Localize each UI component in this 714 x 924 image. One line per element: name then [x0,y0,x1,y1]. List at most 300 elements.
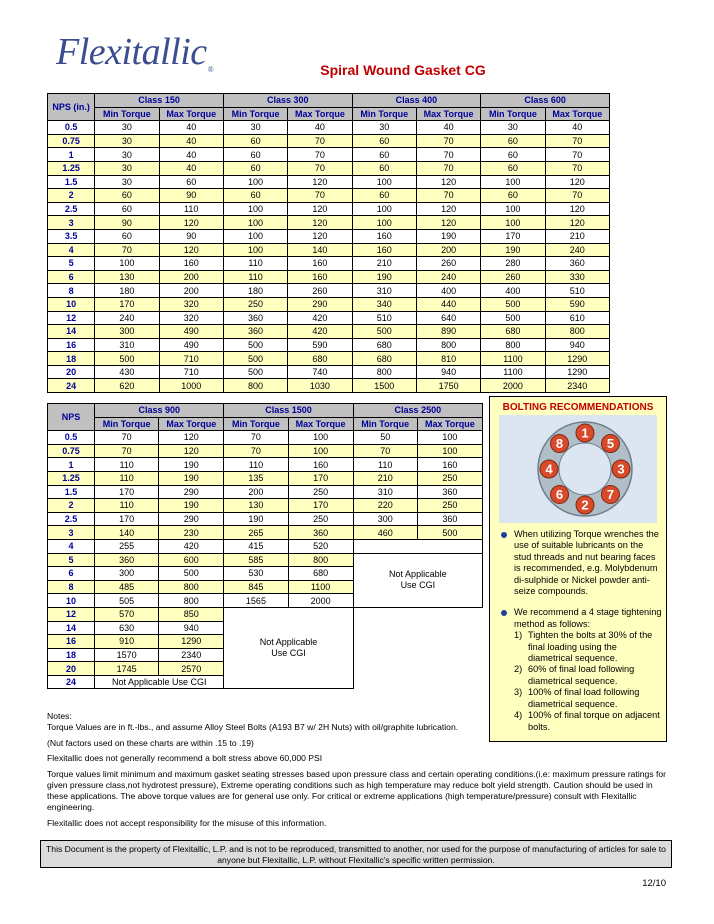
torque-cell: 800 [481,338,545,352]
torque-cell: 30 [481,121,545,135]
torque-cell: 190 [159,458,224,472]
torque-cell: 360 [288,526,353,540]
nps-cell: 1.25 [48,161,95,175]
torque-cell: 70 [224,431,288,445]
max-torque-header: Max Torque [417,417,482,431]
torque-table-class-150-600 [47,93,610,393]
torque-cell: 100 [481,216,545,230]
not-applicable-class-2500 [353,553,482,607]
max-torque-header: Max Torque [416,107,480,121]
torque-cell: 100 [417,444,482,458]
nps-cell: 10 [48,297,95,311]
table-row [48,216,610,230]
torque-cell: 90 [159,229,223,243]
note-line: (Nut factors used on these charts are within .15 to .19) [47,737,254,748]
torque-cell: 610 [545,311,609,325]
torque-cell: 120 [416,175,480,189]
torque-cell: 420 [288,325,352,339]
torque-cell: 280 [481,257,545,271]
torque-cell: 800 [416,338,480,352]
torque-cell: 800 [288,553,353,567]
flange-diagram [499,415,657,523]
torque-cell: 255 [95,539,159,553]
torque-cell: 30 [95,121,159,135]
torque-cell: 70 [416,134,480,148]
nps-cell: 1 [48,458,95,472]
step-number: 2) [514,664,523,675]
torque-cell: 120 [545,175,609,189]
torque-cell: 310 [353,485,417,499]
torque-cell: 40 [416,121,480,135]
bolt-number: 5 [606,436,615,452]
torque-cell: 70 [224,444,288,458]
table-row [48,365,610,379]
torque-cell: 890 [416,325,480,339]
table-row [48,539,483,553]
torque-cell: 30 [95,175,159,189]
torque-cell: 90 [95,216,159,230]
torque-cell: 440 [416,297,480,311]
table-row [48,134,610,148]
torque-cell: 130 [224,499,288,513]
bullet-icon [501,610,507,616]
torque-cell: 160 [159,257,223,271]
table-row [48,607,483,621]
torque-cell: 500 [223,338,287,352]
torque-cell: 250 [417,499,482,513]
torque-cell: 680 [288,567,353,581]
torque-cell: 120 [288,216,352,230]
table-row [48,458,483,472]
nps-cell: 6 [48,567,95,581]
torque-cell: 60 [223,161,287,175]
torque-cell: 160 [417,458,482,472]
torque-cell: 120 [288,202,352,216]
class-header: Class 2500 [353,404,482,418]
torque-cell: 200 [159,270,223,284]
class-header: Class 150 [95,94,224,108]
torque-cell: 100 [288,431,353,445]
torque-cell: 330 [545,270,609,284]
torque-cell: 110 [159,202,223,216]
torque-cell: 520 [288,539,353,553]
torque-cell: 500 [417,526,482,540]
torque-cell: 40 [159,148,223,162]
torque-cell: 240 [416,270,480,284]
torque-cell: 100 [95,257,159,271]
torque-cell: 160 [352,229,416,243]
nps-cell: 2 [48,189,95,203]
nps-cell: 8 [48,284,95,298]
nps-cell: 5 [48,257,95,271]
nps-cell: 12 [48,607,95,621]
torque-cell: 60 [159,175,223,189]
torque-cell: 360 [545,257,609,271]
nps-cell: 14 [48,325,95,339]
table-row [48,148,610,162]
torque-cell: 170 [95,485,159,499]
torque-cell: 170 [288,471,353,485]
torque-cell: 300 [353,512,417,526]
min-torque-header: Min Torque [481,107,545,121]
note-line: Flexitallic does not accept responsibility for the misuse of this information. [47,817,327,828]
torque-cell: 170 [481,229,545,243]
max-torque-header: Max Torque [545,107,609,121]
nps-cell: 16 [48,635,95,649]
torque-cell: 210 [353,471,417,485]
torque-cell: 90 [159,189,223,203]
na-line: Not Applicable [259,637,318,648]
step-text: Tighten the bolts at 30% of the final loading using the diametrical sequence. [528,630,653,664]
torque-cell: 360 [223,325,287,339]
torque-cell: 70 [545,189,609,203]
torque-cell: 120 [416,202,480,216]
torque-cell: 180 [223,284,287,298]
torque-cell: 810 [416,352,480,366]
torque-cell: 110 [223,270,287,284]
torque-cell: 250 [288,512,353,526]
torque-cell: 530 [224,567,288,581]
torque-cell: 60 [352,189,416,203]
nps-cell: 4 [48,539,95,553]
torque-cell: 400 [481,284,545,298]
torque-cell: 500 [95,352,159,366]
bolting-recommendations-panel [489,396,667,742]
torque-cell: 460 [353,526,417,540]
torque-cell: 190 [481,243,545,257]
class-header: Class 600 [481,94,610,108]
bolt-sequence-diagram [499,415,657,523]
not-applicable-class-1500 [224,607,353,689]
torque-cell: 910 [95,635,159,649]
torque-cell: 100 [223,216,287,230]
torque-cell: 500 [223,352,287,366]
step-text: 100% of final torque on adjacent bolts. [528,710,660,732]
torque-table-class-900-2500 [47,403,483,689]
table-row [48,121,610,135]
table-row [48,512,483,526]
torque-cell: 1100 [481,352,545,366]
torque-cell: 140 [288,243,352,257]
torque-cell: 70 [545,161,609,175]
table-row [48,229,610,243]
torque-cell: 60 [95,189,159,203]
table-row [48,202,610,216]
torque-cell: 70 [288,161,352,175]
torque-cell: 590 [288,338,352,352]
torque-cell: 180 [95,284,159,298]
torque-cell: 120 [416,216,480,230]
torque-cell: 160 [288,270,352,284]
notes-heading: Notes: [47,711,72,721]
torque-cell: 70 [416,148,480,162]
torque-cell: 100 [352,202,416,216]
page-number: 12/10 [642,878,666,889]
torque-cell: 110 [95,458,159,472]
nps-cell: 20 [48,365,95,379]
torque-cell: 70 [95,444,159,458]
torque-cell: 70 [353,444,417,458]
lubricant-note: When utilizing Torque wrenches the use of suitable lubricants on the stud threads and nut bearing faces is recommended, e.g. Molybdenum di-sulphide or Nickel powder anti-seize compounds. [500,529,662,597]
torque-cell: 500 [352,325,416,339]
torque-cell: 200 [159,284,223,298]
nps-cell: 20 [48,662,95,676]
torque-cell: 1290 [545,352,609,366]
torque-cell: 100 [223,229,287,243]
torque-cell: 845 [224,580,288,594]
torque-cell: 290 [159,512,224,526]
torque-cell: 310 [352,284,416,298]
torque-cell: 190 [416,229,480,243]
torque-cell: 100 [481,202,545,216]
torque-cell: 800 [223,379,287,393]
torque-cell: 110 [224,458,288,472]
flexitallic-logo: Flexitallic® [56,31,214,74]
torque-cell: 265 [224,526,288,540]
torque-cell: 110 [223,257,287,271]
torque-cell: 120 [545,202,609,216]
torque-cell: 420 [288,311,352,325]
torque-cell: 120 [159,444,224,458]
torque-cell: 200 [416,243,480,257]
torque-cell: 160 [288,257,352,271]
bolt-number: 8 [555,436,564,452]
step-text: 60% of final load following diametrical sequence. [528,664,635,686]
torque-cell: 70 [95,431,159,445]
table-row [48,352,610,366]
torque-cell: 400 [416,284,480,298]
torque-cell: 2570 [159,662,224,676]
table-row [48,338,610,352]
table-row [48,444,483,458]
torque-cell: 2340 [545,379,609,393]
torque-cell: 240 [545,243,609,257]
torque-cell: 850 [159,607,224,621]
torque-cell: 2000 [481,379,545,393]
torque-cell: 800 [545,325,609,339]
na-line: Use CGI [271,648,306,659]
nps-cell: 3 [48,526,95,540]
torque-cell: 590 [545,297,609,311]
torque-cell: 1100 [288,580,353,594]
torque-cell: 70 [288,148,352,162]
torque-cell: 1290 [159,635,224,649]
torque-cell: 360 [95,553,159,567]
min-torque-header: Min Torque [353,417,417,431]
torque-cell: 120 [159,216,223,230]
torque-cell: 120 [288,229,352,243]
torque-cell: 1570 [95,648,159,662]
torque-cell: 60 [352,134,416,148]
table-row [48,297,610,311]
table-row [48,431,483,445]
flange-bore [559,443,611,495]
torque-cell: 500 [223,365,287,379]
blank-cell [353,607,482,689]
tightening-step [514,630,662,664]
torque-cell: 70 [95,243,159,257]
torque-cell: 190 [159,471,224,485]
tightening-step [514,687,662,710]
torque-cell: 230 [159,526,224,540]
torque-cell: 320 [159,297,223,311]
bolting-title: BOLTING RECOMMENDATIONS [502,402,654,413]
torque-cell: 250 [223,297,287,311]
table-row [48,526,483,540]
table-row [48,471,483,485]
torque-cell: 50 [353,431,417,445]
nps-cell: 6 [48,270,95,284]
torque-cell: 500 [481,297,545,311]
torque-cell: 30 [95,134,159,148]
torque-cell: 40 [545,121,609,135]
nps-cell: 1.25 [48,471,95,485]
torque-cell: 60 [223,189,287,203]
torque-cell: 260 [288,284,352,298]
torque-cell: 170 [95,297,159,311]
torque-cell: 120 [288,175,352,189]
torque-cell: 30 [223,121,287,135]
torque-cell: 340 [352,297,416,311]
torque-cell: 300 [95,567,159,581]
torque-cell: 250 [417,471,482,485]
torque-cell: 60 [223,148,287,162]
note-line: Torque Values are in ft.-lbs., and assume Alloy Steel Bolts (A193 B7 w/ 2H Nuts) with oil/graphite lubrication. [47,722,459,733]
torque-cell: 190 [224,512,288,526]
torque-cell: 1100 [481,365,545,379]
nps-cell: 14 [48,621,95,635]
step-number: 4) [514,710,523,721]
torque-cell: 310 [95,338,159,352]
table-row [48,499,483,513]
torque-cell: 210 [545,229,609,243]
table-row [48,553,483,567]
torque-cell: 160 [352,243,416,257]
torque-cell: 430 [95,365,159,379]
torque-cell: 620 [95,379,159,393]
table-row [48,485,483,499]
class-header: Class 400 [352,94,481,108]
torque-cell: 260 [481,270,545,284]
tightening-note: We recommend a 4 stage tightening method as follows: 1) Tighten the bolts at 30% of the final loading using the diametrical sequence. 2) 60% of final load following diametrical sequence. 3) 100% of final load following diametrical sequence. 4) 100% of final torque on adjacent bolts. [500,607,662,732]
torque-cell: 170 [288,499,353,513]
torque-cell: 60 [223,134,287,148]
min-torque-header: Min Torque [95,417,159,431]
table-row [48,325,610,339]
torque-cell: 110 [95,499,159,513]
nps-cell: 2 [48,499,95,513]
torque-cell: 70 [545,148,609,162]
nps-cell: 24 [48,379,95,393]
nps-cell: 10 [48,594,95,608]
torque-cell: 250 [288,485,353,499]
torque-cell: 100 [352,216,416,230]
torque-cell: 260 [416,257,480,271]
torque-cell: 500 [159,567,224,581]
torque-cell: 100 [223,175,287,189]
not-applicable-class-900: Not Applicable Use CGI [95,675,224,689]
torque-cell: 120 [159,431,224,445]
torque-cell: 110 [353,458,417,472]
torque-cell: 500 [481,311,545,325]
nps-cell: 24 [48,675,95,689]
torque-cell: 60 [352,148,416,162]
max-torque-header: Max Torque [288,417,353,431]
torque-cell: 710 [159,352,223,366]
class-header: Class 900 [95,404,224,418]
torque-cell: 60 [95,202,159,216]
note-line: Torque values limit minimum and maximum gasket seating stresses based upon pressure class and certain operating conditions.(i.e: maximum pressure ratings for given pressure class,not hydrotest pressure), Extreme operating conditions such as high temperature may reduce bolt yield strength. Caution should be used in these applications. The above torque values are for general use only. For critical or extreme applications (high temperature/pressure) consult with Flexitallic engineering. [47,768,667,813]
na-line: Not Applicable [389,569,447,580]
torque-cell: 100 [352,175,416,189]
min-torque-header: Min Torque [352,107,416,121]
bolt-number: 2 [581,497,589,513]
torque-cell: 680 [288,352,352,366]
torque-cell: 60 [481,134,545,148]
torque-cell: 800 [159,580,224,594]
torque-cell: 585 [224,553,288,567]
nps-cell: 12 [48,311,95,325]
nps-header: NPS (in.) [48,94,95,121]
torque-cell: 1745 [95,662,159,676]
nps-cell: 0.5 [48,431,95,445]
torque-cell: 1030 [288,379,352,393]
min-torque-header: Min Torque [224,417,288,431]
max-torque-header: Max Torque [288,107,352,121]
torque-cell: 600 [159,553,224,567]
torque-cell: 135 [224,471,288,485]
torque-cell: 160 [288,458,353,472]
torque-cell: 1000 [159,379,223,393]
torque-cell: 70 [416,189,480,203]
torque-cell: 70 [416,161,480,175]
torque-cell: 100 [223,243,287,257]
torque-cell: 60 [352,161,416,175]
torque-cell: 30 [95,148,159,162]
torque-cell: 60 [481,189,545,203]
torque-cell: 100 [288,444,353,458]
torque-cell: 360 [417,485,482,499]
torque-cell: 40 [288,121,352,135]
torque-cell: 505 [95,594,159,608]
nps-cell: 2.5 [48,512,95,526]
torque-cell: 40 [159,121,223,135]
torque-cell: 110 [95,471,159,485]
property-notice: This Document is the property of Flexitallic, L.P. and is not to be reproduced, transmitted to another, nor used for the purpose of manufacturing of articles for sale to anyone but Flexitallic, L.P. without Flexitallic's specific written permission. [40,840,672,868]
note-line: Flexitallic does not generally recommend a bolt stress above 60,000 PSI [47,753,323,764]
torque-cell: 490 [159,338,223,352]
nps-header: NPS [48,404,95,431]
torque-cell: 1565 [224,594,288,608]
table-row [48,270,610,284]
torque-cell: 140 [95,526,159,540]
torque-cell: 290 [288,297,352,311]
torque-cell: 360 [417,512,482,526]
nps-cell: 4 [48,243,95,257]
torque-cell: 70 [545,134,609,148]
bolt-number: 6 [555,486,564,502]
nps-cell: 16 [48,338,95,352]
bolt-number: 7 [606,486,615,502]
torque-cell: 1290 [545,365,609,379]
na-line: Use CGI [400,580,436,591]
nps-cell: 18 [48,352,95,366]
max-torque-header: Max Torque [159,107,223,121]
blank-cell [353,539,482,553]
torque-cell: 2340 [159,648,224,662]
torque-cell: 1750 [416,379,480,393]
class-header: Class 300 [223,94,352,108]
